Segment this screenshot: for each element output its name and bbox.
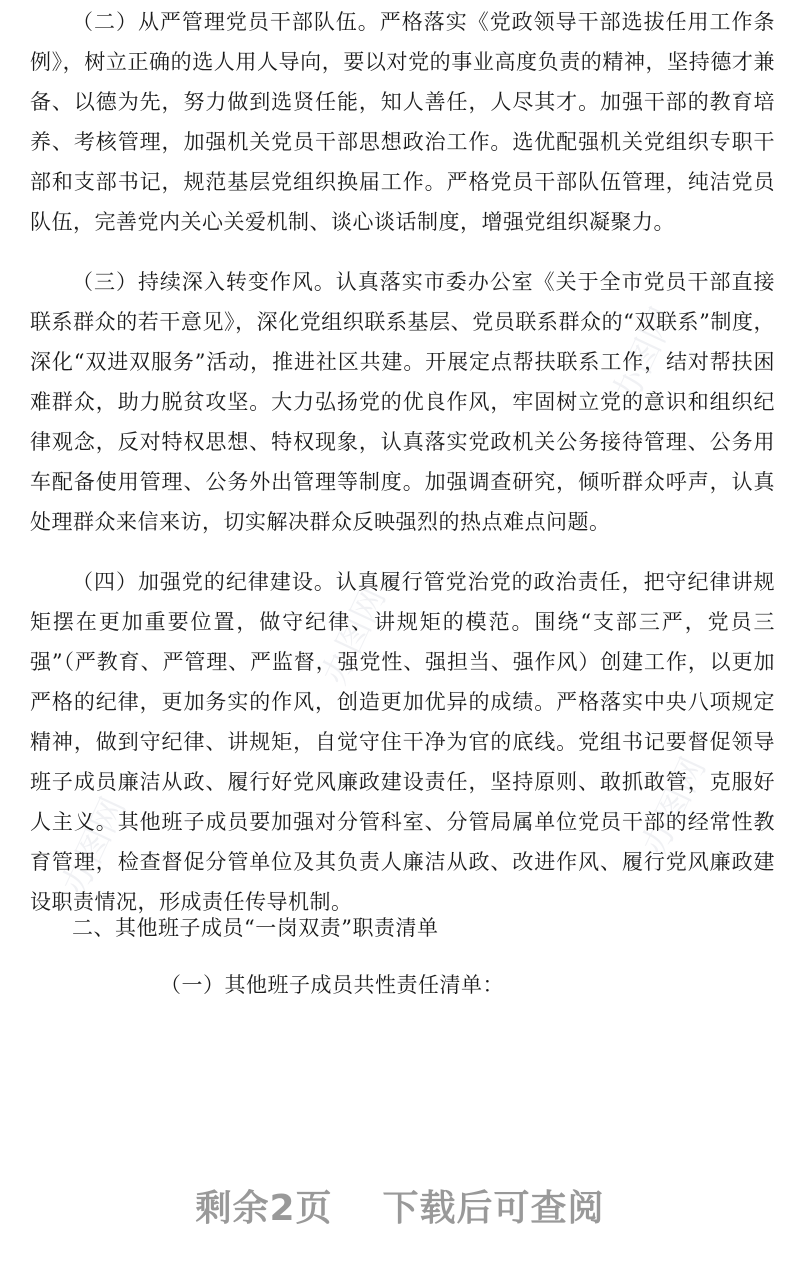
download-prompt-footer[interactable]	[0, 1175, 800, 1235]
download-hint-label: 下载后可查阅	[382, 1187, 605, 1229]
remaining-pages-label: 剩余2页	[195, 1187, 333, 1229]
paragraph-section-4: （四）加强党的纪律建设。认真履行管党治党的政治责任，把守纪律讲规矩摆在更加重要位置，做守纪律、讲规矩的模范。围绕“支部三严，党员三强”（严教育、严管理、严监督，强党性、强担当、强作风）创建工作，以更加严格的纪律，更加务实的作风，创造更加优异的成绩。严格落实中央八项规定精神，做到守纪律、讲规矩，自觉守住干净为官的底线。党组书记要督促领导班子成员廉洁从政、履行好党风廉政建设责任，坚持原则、敢抓敢管，克服好人主义。其他班子成员要加强对分管科室、分管局属单位党员干部的经常性教育管理，检查督促分管单位及其负责人廉洁从政、改进作风、履行党风廉政建设职责情况，形成责任传导机制。	[30, 570, 775, 914]
watermark-1: 办图网	[604, 301, 684, 411]
section-heading: 二、其他班子成员“一岗双责”职责清单	[72, 916, 439, 940]
paragraph-section-3: （三）持续深入转变作风。认真落实市委办公室《关于全市党员干部直接联系群众的若干意见》，深化党组织联系基层、党员联系群众的“双联系”制度，深化“双进双服务”活动，推进社区共建。开展定点帮扶联系工作，结对帮扶困难群众，助力脱贫攻坚。大力弘扬党的优良作风，牢固树立党的意识和组织纪律观念，反对特权思想、特权现象，认真落实党政机关公务接待管理、公务用车配备使用管理、公务外出管理等制度。加强调查研究，倾听群众呼声，认真处理群众来信来访，切实解决群众反映强烈的热点难点问题。	[30, 270, 775, 534]
watermark-2: 办图网	[314, 581, 394, 691]
watermark-4: 办图网	[54, 791, 134, 901]
watermark-3: 办图网	[634, 751, 714, 861]
subsection-heading: （一）其他班子成员共性责任清单：	[160, 973, 504, 997]
paragraph-section-2: （二）从严管理党员干部队伍。严格落实《党政领导干部选拔任用工作条例》，树立正确的选人用人导向，要以对党的事业高度负责的精神，坚持德才兼备、以德为先，努力做到选贤任能，知人善任，人尽其才。加强干部的教育培养、考核管理，加强机关党员干部思想政治工作。选优配强机关党组织专职干部和支部书记，规范基层党组织换届工作。严格党员干部队伍管理，纯洁党员队伍，完善党内关心关爱机制、谈心谈话制度，增强党组织凝聚力。	[30, 10, 775, 234]
